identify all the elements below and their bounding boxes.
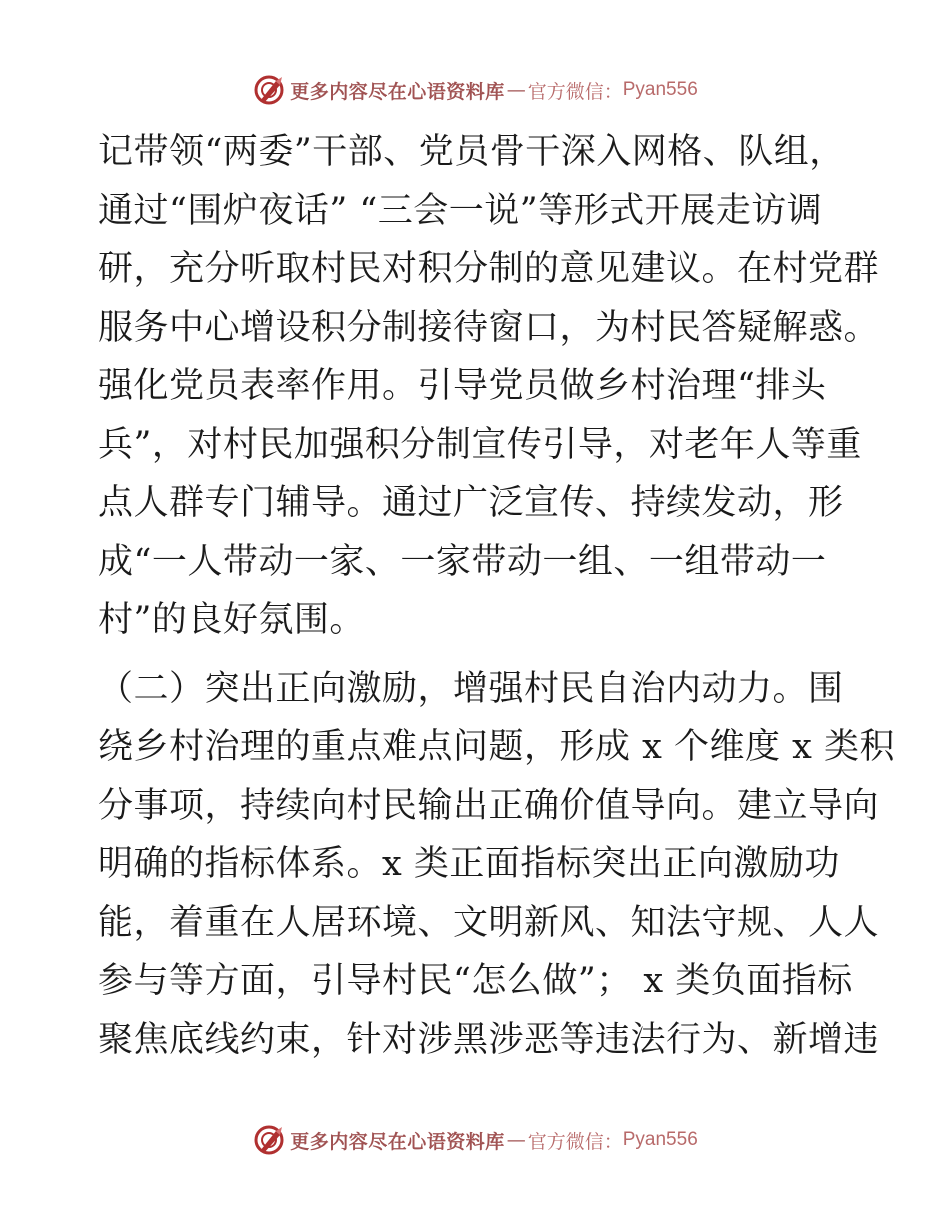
paragraph-gap bbox=[98, 650, 858, 660]
footer-banner bbox=[0, 1120, 950, 1160]
text-line: 记带领“两委”干部、党员骨干深入网格、队组， bbox=[98, 132, 845, 172]
text-line: 明确的指标体系。x 类正面指标突出正向激励功 bbox=[98, 844, 840, 884]
banner-handle: Pyan556 bbox=[622, 79, 698, 100]
banner-separator: — bbox=[506, 1129, 526, 1151]
banner-handle: Pyan556 bbox=[622, 1129, 698, 1150]
text-line: 村”的良好氛围。 bbox=[98, 600, 365, 640]
banner-wechat-label: 官方微信： bbox=[527, 80, 623, 103]
text-line: 强化党员表率作用。引导党员做乡村治理“排头 bbox=[98, 366, 827, 406]
pen-nib-logo-icon bbox=[252, 73, 286, 107]
text-line: 兵”，对村民加强积分制宣传引导，对老年人等重 bbox=[98, 424, 862, 465]
text-line: 通过“围炉夜话” “三会一说”等形式开展走访调 bbox=[98, 190, 823, 231]
text-line: 能，着重在人居环境、文明新风、知法守规、人人 bbox=[98, 902, 880, 943]
text-line: 参与等方面，引导村民“怎么做”； x 类负面指标 bbox=[98, 961, 853, 1001]
banner-brand: 更多内容尽在心语资料库 bbox=[290, 1130, 505, 1153]
document-body bbox=[98, 123, 895, 1069]
pen-nib-logo-icon bbox=[252, 1123, 286, 1157]
paragraph-2 bbox=[98, 660, 895, 1070]
banner-separator: — bbox=[506, 79, 526, 101]
text-line: 聚焦底线约束，针对涉黑涉恶等违法行为、新增违 bbox=[98, 1019, 880, 1060]
text-line: 绕乡村治理的重点难点问题，形成 x 个维度 x 类积 bbox=[98, 727, 895, 767]
text-line: 分事项，持续向村民输出正确价值导向。建立导向 bbox=[98, 785, 880, 826]
header-banner bbox=[0, 70, 950, 110]
banner-brand: 更多内容尽在心语资料库 bbox=[290, 80, 505, 103]
text-line: （二）突出正向激励，增强村民自治内动力。围 bbox=[98, 668, 844, 709]
paragraph-1 bbox=[98, 123, 880, 650]
text-line: 点人群专门辅导。通过广泛宣传、持续发动，形 bbox=[98, 483, 844, 523]
text-line: 服务中心增设积分制接待窗口，为村民答疑解惑。 bbox=[98, 307, 880, 348]
text-line: 成“一人带动一家、一家带动一组、一组带动一 bbox=[98, 541, 827, 582]
text-line: 研，充分听取村民对积分制的意见建议。在村党群 bbox=[98, 249, 880, 289]
banner-wechat-label: 官方微信： bbox=[527, 1130, 623, 1153]
